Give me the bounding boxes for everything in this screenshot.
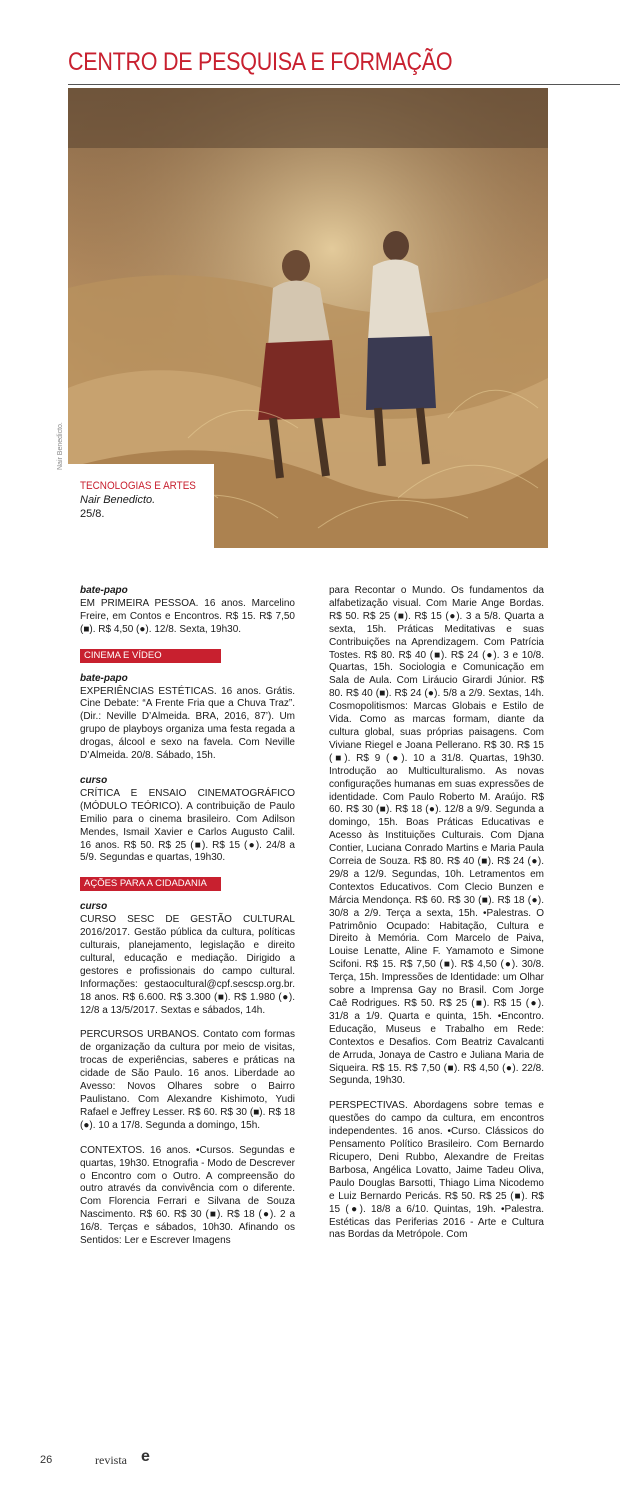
right-column — [329, 585, 544, 1242]
header-rule — [68, 84, 620, 85]
left-column — [80, 585, 295, 1248]
listing-contextos-continued: para Recontar o Mundo. Os fundamentos da alfabetização visual. Com Marie Ange Bordas. R$ 50. R$ 25 (■). R$ 15 (●). 3 a 5/8. Quarta a sexta, 15h. Práticas Meditativas e suas Contribuições na Aprendizagem. Com Patrícia Tostes. R$ 80. R$ 40 (■). R$ 24 (●). 3 e 10/8. Quartas, 15h. Sociologia e Comunicação em Sala de Aula. Com Liráucio Girardi Júnior. R$ 80. R$ 40 (■). R$ 24 (●). 5/8 a 2/9. Sextas, 14h. Cosmopolitismos: Marcas Globais e Estilo de Vida. Como as marcas formam, diante da cultura global, suas próprias paisagens. Com Viviane Riegel e Joana Pellerano. R$ 30. R$ 15 (■). R$ 9 (●). 10 a 31/8. Quartas, 19h30. Introdução ao Multiculturalismo. As novas configurações humanas em suas expressões de identidade. Com Paulo Roberto M. Araújo. R$ 60. R$ 30 (■). R$ 18 (●). 12/8 a 9/9. Segunda a domingo, 15h. Boas Práticas Educativas e Acesso às Instituições Culturais. Com Djana Contier, Luciana Conrado Martins e Maria Paula Correia de Souza. R$ 80. R$ 40 (■). R$ 24 (●). 29/8 a 12/9. Segundas, 10h. Letramentos em Contextos Educativos. Com Clecio Bunzen e Márcia Mendonça. R$ 60. R$ 30 (■). R$ 18 (●). 30/8 a 2/9. Terça a sexta, 15h. •Palestras. O Patrimônio Ocupado: Habitação, Cultura e Direito à Memória. Com Marcelo de Paiva, Louise Lenatte, Aline F. Yamamoto e Simone Scifoni. R$ 15. R$ 7,50 (■). R$ 4,50 (●). 30/8. Terça, 15h. Impressões de Identidade: um Olhar sobre a Imprensa Gay no Brasil. Com Jorge Caê Rodrigues. R$ 50. R$ 25 (■). R$ 15 (●). 31/8 a 1/9. Quarta e quinta, 15h. •Encontro. Educação, Museus e Trabalho em Rede: Contextos e Desafios. Com Beatriz Cavalcanti de Arruda, Jonaya de Castro e Juliana Maria de Siqueira. R$ 15. R$ 7,50 (■). R$ 4,50 (●). 22/8. Segunda, 19h30. — [329, 585, 544, 1087]
listing-em-primeira-pessoa: EM PRIMEIRA PESSOA. 16 anos. Marcelino Freire, em Contos e Encontros. R$ 15. R$ 7,50 (■). R$ 4,50 (●). 12/8. Sexta, 19h30. — [80, 597, 295, 635]
listing-critica-e-ensaio: CRÍTICA E ENSAIO CINEMATOGRÁFICO (MÓDULO TEÓRICO). A contribuição de Paulo Emilio para o cinema brasileiro. Com Adilson Mendes, Ismail Xavier e Carlos Augusto Calil. 16 anos. R$ 50. R$ 25 (■). R$ 15 (●). 24/8 a 5/9. Segundas e quartas, 19h30. — [80, 787, 295, 864]
label-curso: curso — [80, 774, 108, 786]
magazine-name: revista — [95, 1453, 127, 1467]
caption-author: Nair Benedicto. — [80, 494, 156, 506]
caption-date: 25/8. — [80, 508, 105, 520]
section-title: CENTRO DE PESQUISA E FORMAÇÃO — [68, 48, 453, 76]
page-header — [68, 48, 620, 88]
listing-perspectivas: PERSPECTIVAS. Abordagens sobre temas e questões do campo da cultura, em encontros independentes. 16 anos. •Curso. Clássicos do Pensamento Político Brasileiro. Com Bernardo Ricupero, Deni Rubbo, Alexandre de Freitas Barbosa, Angélica Lovatto, Jaime Tadeu Oliva, Paulo Douglas Barsotti, Thiago Lima Nicodemo e Luiz Bernardo Pericás. R$ 50. R$ 25 (■). R$ 15 (●). 18/8 a 6/10. Quintas, 19h. •Palestra. Estéticas das Periferias 2016 - Arte e Cultura nas Bordas da Metrópole. Com — [329, 1100, 544, 1241]
label-bate-papo-2: bate-papo — [80, 672, 128, 684]
section-acoes-para-a-cidadania: AÇÕES PARA A CIDADANIA — [80, 877, 221, 891]
listing-experiencias-esteticas: EXPERIÊNCIAS ESTÉTICAS. 16 anos. Grátis. Cine Debate: “A Frente Fria que a Chuva Traz”. (Dir.: Neville D’Almeida. BRA, 2016, 87’). Um grupo de playboys organiza uma festa regada a drogas, álcool e sexo na favela. Com Neville D’Almeida. 20/8. Sábado, 15h. — [80, 685, 295, 762]
label-bate-papo: bate-papo — [80, 585, 128, 596]
listing-curso-sesc-gestao: CURSO SESC DE GESTÃO CULTURAL 2016/2017. Gestão pública da cultura, políticas culturais, planejamento, legislação e direito cultural, educação e mediação. Dirigido a gestores e profissionais do campo cultural. Informações: gestaocultural@cpf.sescsp.org.br. 18 anos. R$ 6.600. R$ 3.300 (■). R$ 1.980 (●). 12/8 a 13/5/2017. Sextas e sábados, 14h. — [80, 914, 295, 1016]
label-curso-2: curso — [80, 901, 108, 913]
page-number: 26 — [40, 1454, 53, 1466]
caption-title: TECNOLOGIAS E ARTES — [80, 480, 196, 492]
section-cinema-e-video: CINEMA E VÍDEO — [80, 649, 221, 663]
magazine-logo: e — [141, 1448, 150, 1465]
photo-credit: Nair Benedicto. — [57, 422, 64, 470]
listing-contextos: CONTEXTOS. 16 anos. •Cursos. Segundas e quartas, 19h30. Etnografia - Modo de Descrever o Encontro com o Outro. A compreensão do outro através da convivência com o diferente. Com Florencia Ferrari e Silvana de Souza Nascimento. R$ 60. R$ 30 (■). R$ 18 (●). 2 a 16/8. Terças e sábados, 10h30. Afinando os Sentidos: Ler e Escrever Imagens — [80, 1144, 295, 1247]
listing-percursos-urbanos: PERCURSOS URBANOS. Contato com formas de organização da cultura por meio de visitas, trocas de experiências, saberes e práticas na cidade de São Paulo. 16 anos. Liberdade ao Avesso: Novos Olhares sobre o Bairro Paulistano. Com Alexandre Kishimoto, Yudi Rafael e Jeffrey Lesser. R$ 60. R$ 30 (■). R$ 18 (●). 10 a 17/8. Segunda a domingo, 15h. — [80, 1029, 295, 1131]
